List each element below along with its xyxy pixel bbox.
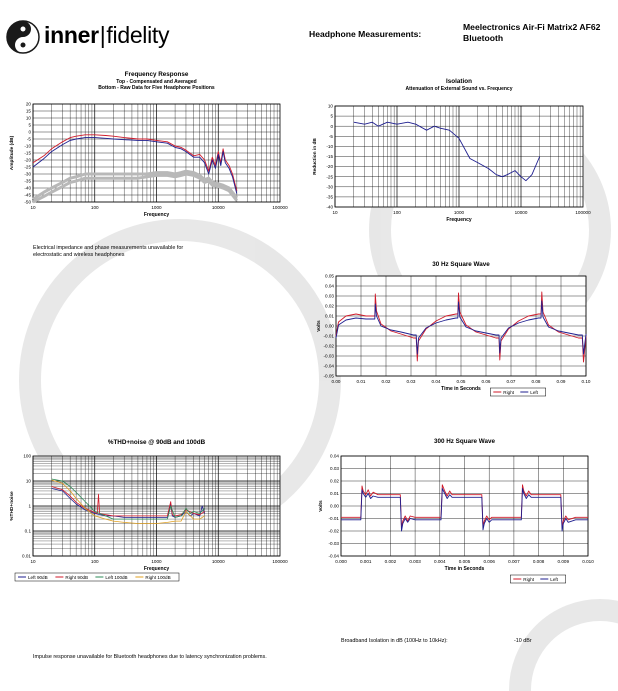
chart-title: %THD+noise @ 90dB and 100dB <box>107 439 206 446</box>
x-tick-label: 10 <box>30 205 36 210</box>
y-tick-label: 0.01 <box>325 313 334 319</box>
y-tick-label: 5 <box>28 122 31 128</box>
x-tick-label: 0.008 <box>532 559 545 564</box>
y-tick-label: 20 <box>25 101 31 107</box>
brand-wordmark <box>44 22 169 49</box>
isolation-chart <box>300 76 600 226</box>
x-tick-label: 0.000 <box>335 559 347 564</box>
y-tick-label: -0.03 <box>328 541 339 547</box>
x-tick-label: 0.10 <box>581 379 591 384</box>
legend-label: Left <box>550 576 558 582</box>
x-tick-label: 0.02 <box>381 379 391 384</box>
y-tick-label: -5 <box>26 136 31 142</box>
y-tick-label: 0.03 <box>325 293 334 299</box>
x-tick-label: 100000 <box>575 210 591 215</box>
impedance-note: Electrical impedance and phase measurements unavailable for electrostatic and wireless headphones <box>33 245 184 258</box>
y-tick-label: -25 <box>326 174 333 180</box>
x-tick-label: 0.001 <box>359 559 372 564</box>
y-tick-label: 0.02 <box>330 478 339 484</box>
x-axis-label: Frequency <box>446 217 472 223</box>
chart-legend <box>490 388 545 396</box>
chart-title: 300 Hz Square Wave <box>433 438 496 445</box>
y-tick-label: -15 <box>326 154 333 160</box>
frequency-response-chart <box>0 68 300 218</box>
y-tick-label: 10 <box>327 103 333 109</box>
legend-label: Left <box>530 389 538 395</box>
brand-divider: | <box>99 22 106 48</box>
y-tick-label: -45 <box>24 192 31 198</box>
y-tick-label: -15 <box>24 150 31 156</box>
x-tick-label: 0.01 <box>356 379 366 384</box>
y-tick-label: 0.02 <box>325 303 334 309</box>
x-tick-label: 10000 <box>211 559 225 564</box>
x-tick-label: 0.09 <box>556 379 566 384</box>
thd-chart <box>0 436 300 586</box>
legend-label: Right 90dB <box>65 574 89 580</box>
y-tick-label: 0.01 <box>22 553 31 559</box>
x-tick-label: 100 <box>393 210 401 215</box>
y-tick-label: -50 <box>24 199 31 205</box>
y-tick-label: -30 <box>326 184 333 190</box>
brand-inner: inner <box>44 22 99 48</box>
x-axis-label: Time in Seconds <box>441 386 481 392</box>
page-label: Headphone Measurements: <box>309 29 422 39</box>
y-tick-label: -20 <box>24 157 31 163</box>
x-tick-label: 0.006 <box>483 559 495 564</box>
x-tick-label: 10 <box>332 210 338 215</box>
y-tick-label: 15 <box>25 108 31 114</box>
chart-title: 30 Hz Square Wave <box>432 261 490 268</box>
y-tick-label: -35 <box>24 178 31 184</box>
square-wave-300hz-chart <box>300 436 605 591</box>
y-tick-label: -0.01 <box>328 516 339 522</box>
y-tick-label: 0.04 <box>325 283 334 289</box>
y-tick-label: -0.04 <box>323 363 334 369</box>
x-tick-label: 1000 <box>151 205 162 210</box>
impulse-note: Impulse response unavailable for Bluetooth headphones due to latency synchronization problems. <box>33 654 267 660</box>
y-tick-label: 0.00 <box>325 323 334 329</box>
legend-label: Right 100dB <box>145 574 171 580</box>
y-tick-label: -5 <box>328 133 333 139</box>
x-tick-label: 0.005 <box>458 559 471 564</box>
chart-subtitle: Attenuation of External Sound vs. Frequency <box>405 86 513 92</box>
y-tick-label: -40 <box>326 204 333 210</box>
y-axis-label: %THD+noise <box>10 491 15 521</box>
x-tick-label: 100000 <box>272 559 288 564</box>
chart-subtitle: Bottom - Raw Data for Five Headphone Positions <box>98 85 215 91</box>
y-tick-label: -0.02 <box>328 528 339 534</box>
brand-logo[interactable] <box>6 18 186 52</box>
y-tick-label: 10 <box>25 115 31 121</box>
y-tick-label: 0.04 <box>330 453 339 459</box>
y-tick-label: -0.04 <box>328 553 339 559</box>
y-tick-label: 5 <box>330 113 333 119</box>
y-tick-label: -10 <box>326 144 333 149</box>
x-axis-label: Frequency <box>143 212 170 218</box>
chart-legend <box>510 575 565 583</box>
y-tick-label: 100 <box>23 453 31 459</box>
x-axis-label: Time in Seconds <box>444 566 485 572</box>
x-tick-label: 10 <box>30 559 36 564</box>
y-tick-label: -20 <box>326 164 333 170</box>
chart-title: Isolation <box>446 78 472 85</box>
x-tick-label: 0.009 <box>557 559 570 564</box>
x-tick-label: 0.00 <box>331 379 341 384</box>
legend-label: Right <box>503 389 515 395</box>
x-tick-label: 10000 <box>514 210 528 215</box>
x-tick-label: 0.002 <box>384 559 397 564</box>
y-tick-label: 0 <box>330 123 333 129</box>
x-tick-label: 0.010 <box>582 559 594 564</box>
chart-subtitle: Top - Compensated and Averaged <box>116 79 197 85</box>
x-tick-label: 0.003 <box>409 559 421 564</box>
brand-fidelity: fidelity <box>106 22 170 48</box>
square-wave-30hz-chart <box>300 256 600 406</box>
y-tick-label: -0.05 <box>323 373 334 379</box>
legend-label: Left 100dB <box>105 574 128 580</box>
x-tick-label: 1000 <box>453 210 465 215</box>
product-name: Meelectronics Air-Fi Matrix2 AF62 Bluetooth <box>463 22 601 43</box>
legend-label: Left 90dB <box>28 574 48 580</box>
y-tick-label: -0.02 <box>323 343 334 349</box>
y-tick-label: -40 <box>24 185 31 191</box>
y-tick-label: -30 <box>24 171 31 177</box>
y-tick-label: -0.03 <box>323 353 334 359</box>
x-tick-label: 1000 <box>151 559 162 564</box>
x-tick-label: 0.05 <box>456 379 466 384</box>
x-tick-label: 0.08 <box>531 379 541 384</box>
y-tick-label: 0.01 <box>330 491 339 497</box>
y-tick-label: -10 <box>24 143 31 149</box>
y-tick-label: 0.00 <box>330 503 339 509</box>
y-axis-label: Reduction in dB <box>313 138 318 175</box>
broadband-label: Broadband Isolation in dB (100Hz to 10kHz): <box>341 638 448 644</box>
chart-title: Frequency Response <box>124 71 189 78</box>
x-tick-label: 0.06 <box>481 379 491 384</box>
y-tick-label: 0 <box>28 129 31 135</box>
y-tick-label: 1 <box>28 503 31 509</box>
y-tick-label: 0.1 <box>24 528 31 534</box>
x-tick-label: 0.04 <box>431 379 441 384</box>
broadband-value: -10 dBr <box>514 638 532 644</box>
yin-yang-icon <box>6 20 40 54</box>
y-tick-label: 0.03 <box>330 466 339 472</box>
y-tick-label: 0.05 <box>325 273 334 279</box>
y-axis-label: Volts <box>319 500 324 512</box>
x-axis-label: Frequency <box>143 566 170 572</box>
x-tick-label: 100000 <box>272 205 288 210</box>
x-tick-label: 0.007 <box>508 559 520 564</box>
chart-legend <box>15 573 179 581</box>
y-tick-label: 10 <box>25 478 31 484</box>
legend-label: Right <box>523 576 535 582</box>
y-tick-label: -25 <box>24 164 31 170</box>
x-tick-label: 100 <box>90 205 99 210</box>
x-tick-label: 0.03 <box>406 379 416 384</box>
y-tick-label: -0.01 <box>323 333 334 339</box>
y-axis-label: Amplitude (dB) <box>10 135 15 171</box>
y-axis-label: Volts <box>317 320 322 332</box>
x-tick-label: 100 <box>90 559 99 564</box>
x-tick-label: 0.004 <box>434 559 446 564</box>
x-tick-label: 0.07 <box>506 379 516 384</box>
x-tick-label: 10000 <box>211 205 225 210</box>
y-tick-label: -35 <box>326 194 333 200</box>
